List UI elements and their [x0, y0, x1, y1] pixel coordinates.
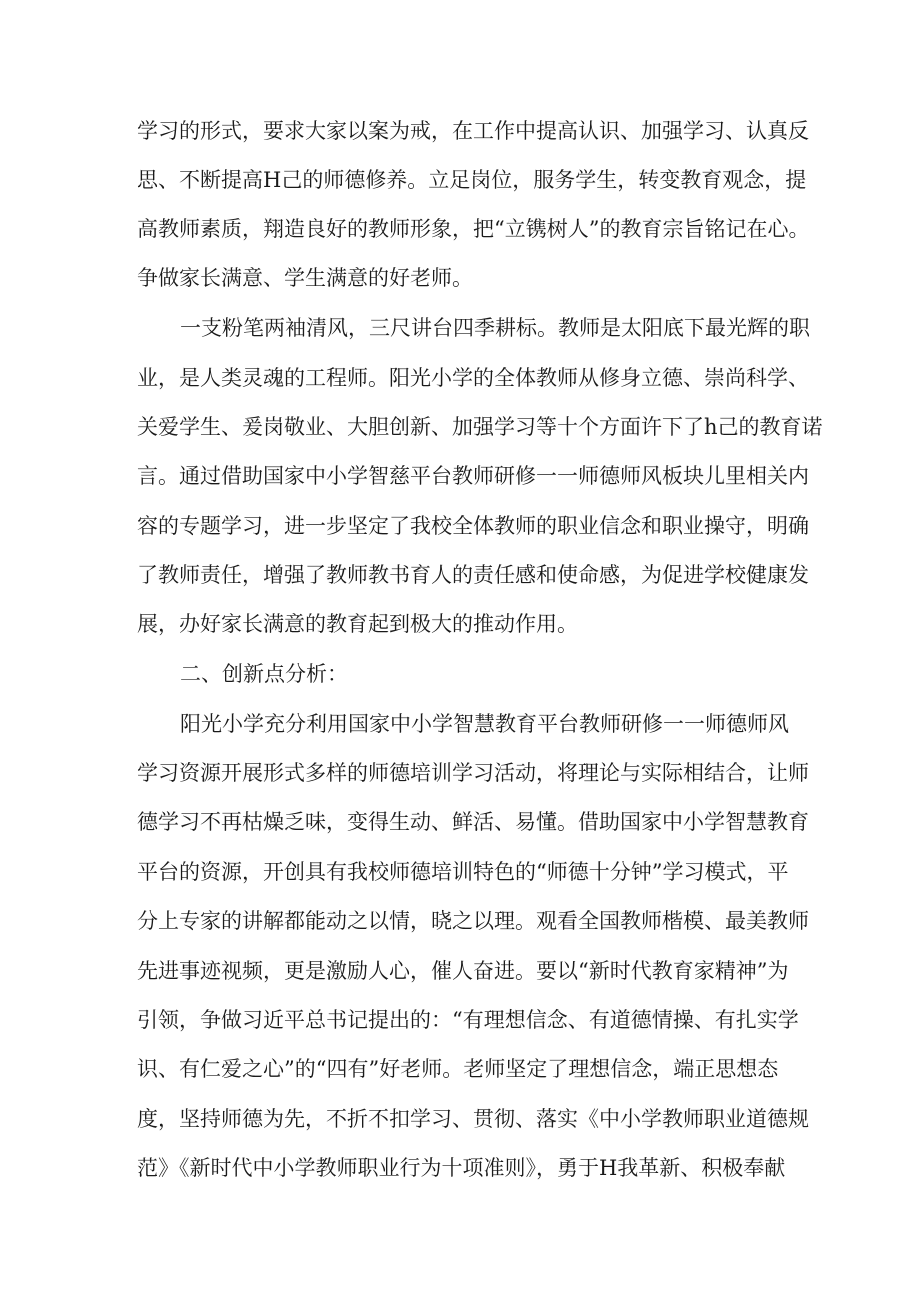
- text-line: 识、有仁爱之心”的“四有”好老师。老师坚定了理想信念，端正思想态: [137, 1057, 779, 1081]
- text-line: 度，坚持师德为先，不折不扣学习、贯彻、落实《中小学教师职业道德规: [137, 1107, 809, 1131]
- text-line: 学习的形式，要求大家以案为戒，在工作中提高认识、加强学习、认真反: [137, 119, 809, 143]
- text-line: 分上专家的讲解都能动之以情，晓之以理。观看全国教师楷模、最美教师: [137, 909, 809, 933]
- text-line: 展，办好家长满意的教育起到极大的推动作用。: [137, 612, 578, 636]
- section-heading: 二、创新点分析：: [180, 662, 348, 686]
- text-line: 范》《新时代中小学教师职业行为十项准则》，勇于H我革新、积极奉献: [137, 1156, 786, 1180]
- text-line: 思、不断提高H己的师德修养。立足岗位，服务学生，转变教育观念，提: [137, 168, 807, 192]
- text-line: 德学习不再枯燥乏味，变得生动、鲜活、易懂。借助国家中小学智慧教育: [137, 810, 809, 834]
- text-line: 关爱学生、爰岗敬业、大胆创新、加强学习等十个方面许下了h己的教育诺: [137, 415, 823, 439]
- text-line: 引领，争做习近平总书记提出的：“有理想信念、有道德情操、有扎实学: [137, 1008, 799, 1032]
- text-line: 言。通过借助国家中小学智慈平台教师研修一一师德师风板块儿里相关内: [137, 464, 809, 488]
- text-line: 了教师责任，增强了教师教书育人的责任感和使命感，为促进学校健康发: [137, 563, 809, 587]
- text-line: 容的专题学习，进一步坚定了我校全体教师的职业信念和职业操守，明确: [137, 514, 809, 538]
- text-line: 业，是人类灵魂的工程师。阳光小学的全体教师从修身立德、崇尚科学、: [137, 366, 809, 390]
- text-line: 阳光小学充分利用国家中小学智慧教育平台教师研修一一师德师风: [180, 712, 789, 736]
- text-line: 平台的资源，开创具有我校师德培训特色的“师德十分钟”学习模式，平: [137, 860, 789, 884]
- text-line: 学习资源开展形式多样的师德培训学习活动，将理论与实际相结合，让师: [137, 761, 809, 785]
- text-line: 一支粉笔两袖清风，三尺讲台四季耕标。教师是太阳底下最光辉的职: [180, 316, 810, 340]
- text-line: 高教师素质，翔造良好的教师形象，把“立镌树人”的教育宗旨铭记在心。: [137, 217, 810, 241]
- text-line: 先进事迹视频，更是激励人心，催人奋进。要以“新时代教育家精神”为: [137, 959, 789, 983]
- text-line: 争做家长满意、学生满意的好老师。: [137, 266, 473, 290]
